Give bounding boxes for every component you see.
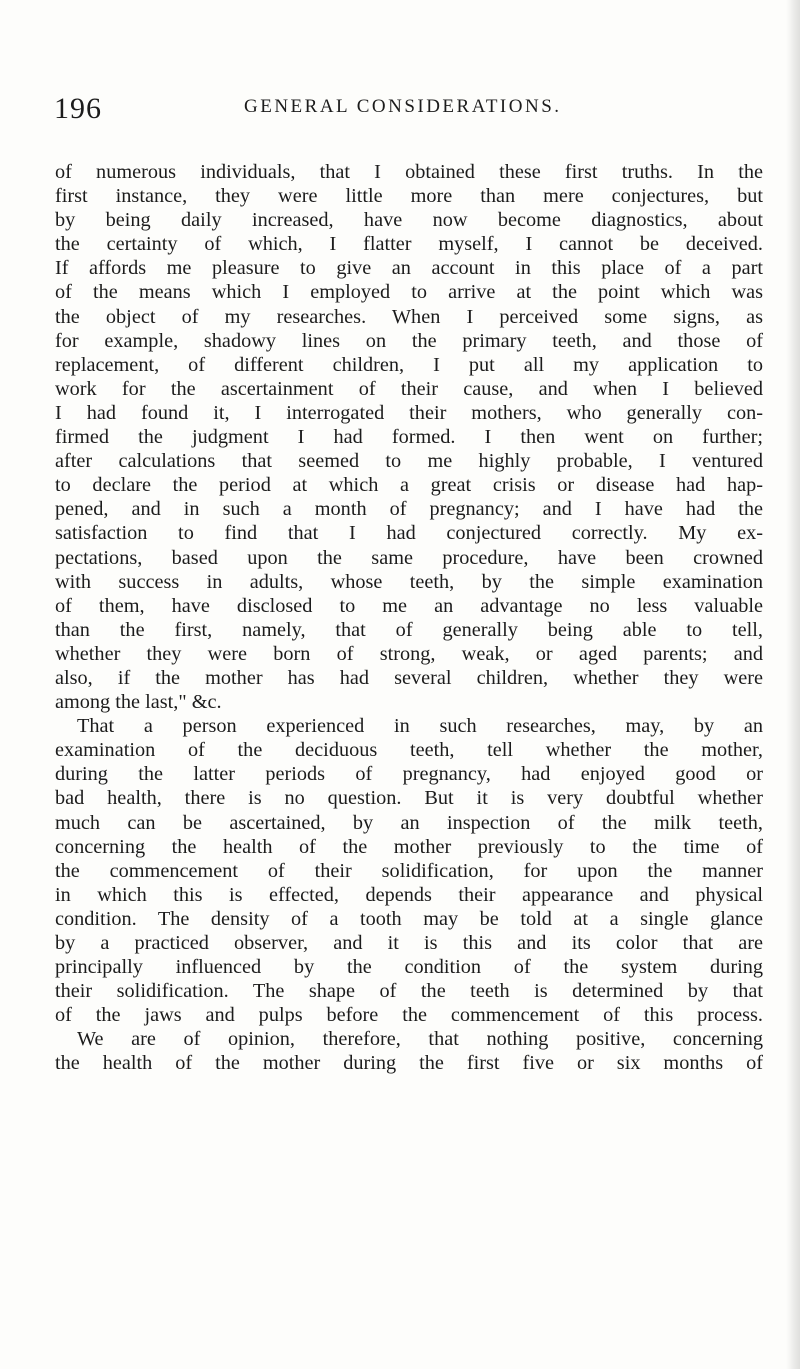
- text-line: bad health, there is no question. But it is very doubtful whether: [55, 787, 763, 810]
- text-line: the health of the mother during the first five or six months of: [55, 1052, 763, 1075]
- text-line: firmed the judgment I had formed. I then went on further;: [55, 426, 763, 449]
- text-line: after calculations that seemed to me highly probable, I ventured: [55, 450, 763, 473]
- text-line: for example, shadowy lines on the primary teeth, and those of: [55, 329, 763, 352]
- text-line: That a person experienced in such researches, may, by an: [77, 715, 763, 738]
- text-line: of numerous individuals, that I obtained these first truths. In the: [55, 161, 763, 183]
- text-line: first instance, they were little more than mere conjectures, but: [55, 185, 763, 208]
- text-line: by being daily increased, have now become diagnostics, about: [55, 209, 763, 232]
- text-line: the certainty of which, I flatter myself, I cannot be deceived.: [55, 233, 763, 256]
- text-line: If affords me pleasure to give an account in this place of a part: [55, 257, 763, 280]
- text-line: pened, and in such a month of pregnancy; and I have had the: [55, 498, 763, 521]
- page-edge-shadow: [786, 0, 800, 1369]
- text-line: than the first, namely, that of generally being able to tell,: [55, 618, 763, 641]
- text-line: condition. The density of a tooth may be told at a single glance: [55, 907, 763, 930]
- text-line: to declare the period at which a great crisis or disease had hap-: [55, 474, 763, 497]
- text-line: during the latter periods of pregnancy, had enjoyed good or: [55, 763, 763, 786]
- text-line: by a practiced observer, and it is this and its color that are: [55, 932, 763, 954]
- text-line: I had found it, I interrogated their mothers, who generally con-: [55, 401, 763, 424]
- text-line: the commencement of their solidification, for upon the manner: [55, 859, 763, 882]
- text-line: of them, have disclosed to me an advantage no less valuable: [55, 594, 763, 617]
- running-head: GENERAL CONSIDERATIONS.: [244, 96, 562, 117]
- text-line: work for the ascertainment of their cause, and when I believed: [55, 377, 763, 400]
- text-line: whether they were born of strong, weak, or aged parents; and: [55, 642, 763, 665]
- text-line: principally influenced by the condition of the system during: [55, 956, 763, 979]
- text-line: examination of the deciduous teeth, tell whether the mother,: [55, 739, 763, 762]
- text-line: pectations, based upon the same procedure, have been crowned: [55, 546, 763, 569]
- page-header: [54, 92, 754, 132]
- text-line: replacement, of different children, I put all my application to: [55, 353, 763, 376]
- text-line: their solidification. The shape of the teeth is determined by that: [55, 980, 763, 1003]
- text-line: also, if the mother has had several children, whether they were: [55, 666, 763, 689]
- text-line: with success in adults, whose teeth, by the simple examination: [55, 570, 763, 593]
- text-line: of the jaws and pulps before the commencement of this process.: [55, 1004, 763, 1027]
- text-line: satisfaction to find that I had conjectured correctly. My ex-: [55, 522, 763, 545]
- page-number: 196: [54, 92, 102, 125]
- text-line: the object of my researches. When I perceived some signs, as: [55, 305, 763, 328]
- text-line: concerning the health of the mother previously to the time of: [55, 835, 763, 858]
- body-text: [55, 160, 763, 1076]
- text-line: much can be ascertained, by an inspection of the milk teeth,: [55, 811, 763, 834]
- text-line: of the means which I employed to arrive at the point which was: [55, 281, 763, 304]
- text-line: among the last," &c.: [55, 691, 222, 714]
- text-line: We are of opinion, therefore, that nothing positive, concerning: [77, 1028, 763, 1051]
- text-line: in which this is effected, depends their appearance and physical: [55, 883, 763, 906]
